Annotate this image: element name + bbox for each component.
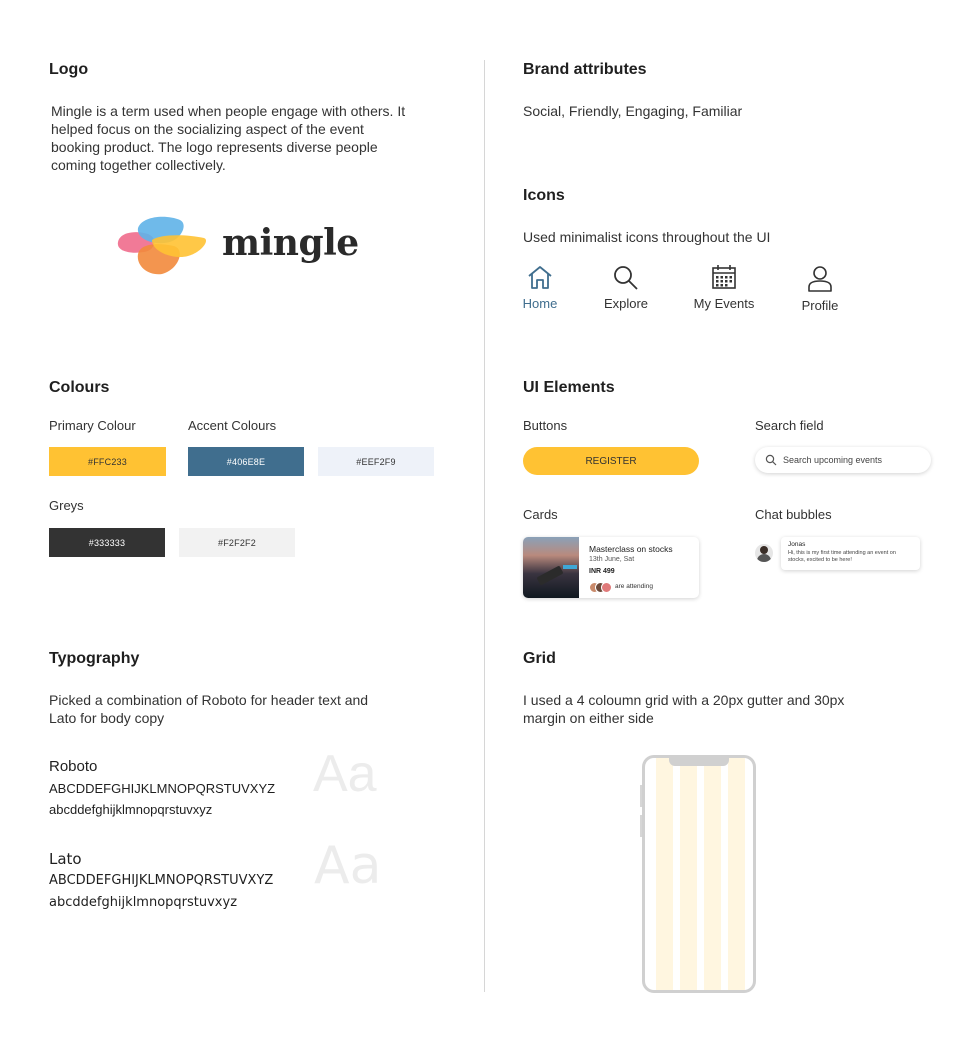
search-icon bbox=[612, 264, 640, 290]
roboto-name: Roboto bbox=[49, 758, 98, 775]
mingle-wordmark: mingle bbox=[222, 222, 359, 264]
swatch-accent-blue: #406E8E bbox=[188, 447, 304, 476]
search-field-label: Search field bbox=[755, 418, 824, 433]
roboto-uppercase: ABCDDEFGHIJKLMNOPQRSTUVXYZ bbox=[49, 781, 276, 796]
calendar-icon bbox=[710, 264, 738, 290]
brand-attributes-text: Social, Friendly, Engaging, Familiar bbox=[523, 103, 743, 119]
event-card[interactable] bbox=[523, 537, 699, 598]
lato-lowercase: abcddefghijklmnopqrstuvxyz bbox=[49, 895, 238, 910]
grid-heading: Grid bbox=[523, 650, 556, 667]
nav-home-label: Home bbox=[522, 296, 558, 311]
nav-profile-label: Profile bbox=[801, 298, 839, 313]
colours-heading: Colours bbox=[49, 379, 110, 396]
grid-column bbox=[728, 758, 745, 990]
chat-sender-name: Jonas bbox=[788, 541, 806, 548]
search-icon bbox=[765, 454, 777, 466]
ui-elements-heading: UI Elements bbox=[523, 379, 615, 396]
user-icon bbox=[806, 265, 834, 292]
logo-heading: Logo bbox=[49, 61, 89, 78]
chat-avatar bbox=[755, 544, 773, 562]
grid-column bbox=[704, 758, 721, 990]
register-button[interactable]: REGISTER bbox=[523, 447, 699, 475]
typography-heading: Typography bbox=[49, 650, 140, 667]
event-card-title: Masterclass on stocks bbox=[589, 544, 673, 554]
typography-description: Picked a combination of Roboto for header text and Lato for body copy bbox=[49, 692, 369, 726]
nav-my-events-label: My Events bbox=[693, 296, 755, 311]
icons-heading: Icons bbox=[523, 187, 565, 204]
grid-column bbox=[656, 758, 673, 990]
lato-name: Lato bbox=[49, 850, 82, 868]
column-divider bbox=[484, 60, 485, 992]
buttons-label: Buttons bbox=[523, 418, 568, 433]
nav-profile[interactable] bbox=[798, 265, 842, 313]
search-placeholder: Search upcoming events bbox=[783, 455, 883, 465]
lato-sample: Aa bbox=[314, 836, 382, 896]
grid-description: I used a 4 coloumn grid with a 20px gutter and 30px margin on either side bbox=[523, 692, 845, 726]
primary-colour-label: Primary Colour bbox=[49, 418, 136, 433]
home-icon bbox=[526, 264, 554, 290]
cards-label: Cards bbox=[523, 507, 558, 522]
nav-explore-label: Explore bbox=[603, 296, 649, 311]
phone-grid-mockup bbox=[640, 755, 756, 993]
swatch-grey-dark: #333333 bbox=[49, 528, 165, 557]
grid-column bbox=[680, 758, 697, 990]
event-card-price: INR 499 bbox=[589, 568, 615, 575]
event-card-attending: are attending bbox=[615, 583, 653, 590]
greys-label: Greys bbox=[49, 498, 84, 513]
logo-description: Mingle is a term used when people engage with others. It helped focus on the socializing aspect of the event booking product. The logo represents diverse people coming together collectively. bbox=[51, 103, 406, 173]
swatch-grey-light: #F2F2F2 bbox=[179, 528, 295, 557]
event-card-image bbox=[523, 537, 579, 598]
swatch-primary: #FFC233 bbox=[49, 447, 166, 476]
swatch-accent-light: #EEF2F9 bbox=[318, 447, 434, 476]
chat-bubbles-label: Chat bubbles bbox=[755, 507, 832, 522]
phone-notch bbox=[669, 758, 729, 766]
roboto-sample: Aa bbox=[313, 745, 377, 803]
nav-my-events[interactable] bbox=[690, 264, 758, 311]
chat-message: Hi, this is my first time attending an event on stocks, excited to be here! bbox=[788, 550, 896, 563]
lato-uppercase: ABCDDEFGHIJKLMNOPQRSTUVXYZ bbox=[49, 873, 274, 888]
roboto-lowercase: abcddefghijklmnopqrstuvxyz bbox=[49, 802, 213, 817]
mingle-logo-mark bbox=[116, 214, 216, 278]
attendee-avatars bbox=[589, 582, 613, 592]
phone-frame bbox=[642, 755, 756, 993]
brand-heading: Brand attributes bbox=[523, 61, 647, 78]
nav-explore[interactable] bbox=[600, 264, 652, 311]
accent-colours-label: Accent Colours bbox=[188, 418, 277, 433]
nav-home[interactable] bbox=[520, 264, 560, 311]
chat-bubble bbox=[781, 537, 920, 570]
search-field[interactable] bbox=[755, 447, 931, 473]
event-card-date: 13th June, Sat bbox=[589, 556, 635, 563]
icons-description: Used minimalist icons throughout the UI bbox=[523, 229, 771, 245]
